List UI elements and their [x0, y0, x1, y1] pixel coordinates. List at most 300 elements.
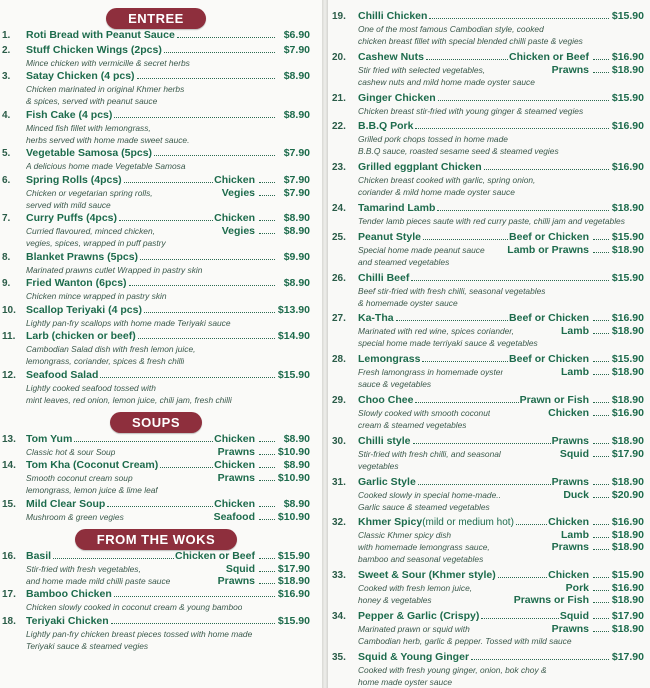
item-price: $16.90: [611, 312, 644, 325]
menu-item: [2, 29, 310, 42]
dot-leader: [129, 285, 275, 286]
item-number: 10.: [2, 304, 16, 316]
item-price: $15.90: [611, 353, 644, 366]
dot-leader: [415, 128, 609, 129]
item-name: Basil: [26, 549, 52, 562]
menu-item: [2, 550, 310, 587]
item-price: $16.90: [611, 516, 644, 529]
item-price: $18.90: [611, 63, 644, 76]
dot-leader: [140, 259, 275, 260]
price-option: Chicken: [214, 432, 255, 445]
menu-item: [2, 251, 310, 276]
item-price: $8.90: [283, 212, 310, 224]
dot-leader: [124, 182, 213, 183]
menu-item-detail-row: [332, 664, 644, 676]
item-name: Ginger Chicken: [358, 91, 436, 104]
menu-item-title-row: [2, 44, 310, 57]
item-description: Curried flavoured, minced chicken,: [26, 226, 155, 236]
item-description: with homemade lemongrass sauce,: [358, 542, 490, 553]
menu-item-detail-row: [2, 160, 310, 172]
price-option: Duck: [563, 488, 589, 501]
item-description: Tender lamb pieces saute with red curry paste, chilli jam and vegetables: [358, 215, 625, 226]
dot-leader: [418, 484, 551, 485]
menu-item-title-row: [332, 610, 644, 623]
item-name: Tom Yum: [26, 432, 73, 445]
item-price: $8.90: [283, 459, 310, 471]
menu-item-title-row: [2, 459, 310, 472]
item-number: 12.: [2, 369, 16, 381]
menu-item-detail-row: [2, 264, 310, 276]
menu-item-detail-row: [332, 448, 644, 460]
dot-leader: [484, 169, 609, 170]
price-option: Prawns: [551, 541, 589, 554]
menu-item-detail-row: [2, 187, 310, 199]
item-price: $15.90: [277, 614, 310, 627]
item-price: $18.90: [611, 434, 644, 447]
dot-leader: [160, 467, 213, 468]
item-price: $18.90: [611, 243, 644, 256]
menu-item-detail-row: [332, 378, 644, 390]
menu-item-title-row: [2, 174, 310, 187]
item-number: 7.: [2, 213, 11, 224]
item-name: Choo Chee: [358, 393, 414, 406]
menu-item: [332, 51, 644, 88]
item-number: 34.: [332, 610, 346, 622]
item-name: Vegetable Samosa (5pcs): [26, 147, 153, 159]
price-option: Vegies: [221, 186, 255, 199]
menu-item-detail-row: [2, 237, 310, 249]
dot-leader: [259, 467, 275, 468]
item-description: Chicken slowly cooked in coconut cream & young bamboo: [26, 602, 243, 612]
price-option: Chicken: [548, 406, 589, 419]
menu-item: [2, 212, 310, 249]
dot-leader: [593, 361, 609, 362]
item-description: Chicken marinated in original Khmer herbs: [26, 84, 185, 94]
item-description: One of the most famous Cambodian style, cooked: [358, 24, 544, 34]
dot-leader: [259, 454, 275, 455]
item-price: $18.90: [611, 594, 644, 607]
item-number: 13.: [2, 433, 16, 445]
item-description: Marinated prawns cutlet Wrapped in pastry skin: [26, 264, 203, 275]
menu-item-detail-row: [332, 529, 644, 541]
menu-item-title-row: [332, 161, 644, 174]
section-header: ENTREE: [106, 8, 206, 29]
menu-item: [2, 433, 310, 458]
menu-item-detail-row: [332, 407, 644, 419]
price-option: Chicken: [548, 516, 589, 529]
menu-item-detail-row: [332, 244, 644, 256]
menu-item: [2, 44, 310, 69]
dot-leader: [498, 577, 547, 578]
item-description: Stir-fried with fresh vegetables,: [26, 563, 141, 574]
dot-leader: [423, 239, 508, 240]
item-price: $13.90: [277, 303, 310, 316]
item-price: $8.90: [283, 70, 310, 82]
item-description: Beef stir-fried with fresh chilli, seasonal vegetables: [358, 285, 546, 296]
item-number: 3.: [2, 71, 11, 82]
item-description: B.B.Q sauce, roasted sesame seed & steamed vegies: [358, 146, 559, 157]
item-number: 17.: [2, 589, 16, 600]
price-option: Beef or Chicken: [509, 230, 589, 243]
price-option: Beef or Chicken: [509, 312, 589, 325]
price-option: Prawns or Fish: [513, 594, 589, 607]
item-price: $9.90: [283, 250, 310, 263]
price-option: Lamb or Prawns: [507, 243, 589, 256]
menu-item: [332, 92, 644, 117]
item-number: 23.: [332, 162, 346, 174]
item-description: Smooth coconut cream soup: [26, 473, 133, 483]
item-name: Cashew Nuts: [358, 50, 424, 63]
item-price: $7.90: [283, 43, 310, 56]
dot-leader: [593, 59, 609, 60]
item-name: Sweet & Sour (Khmer style): [358, 569, 496, 582]
dot-leader: [74, 441, 213, 442]
item-number: 6.: [2, 174, 11, 186]
menu-item-title-row: [2, 588, 310, 601]
menu-item-detail-row: [2, 83, 310, 95]
price-option: Seafood: [213, 510, 255, 523]
menu-item-detail-row: [2, 511, 310, 523]
menu-item-detail-row: [332, 285, 644, 297]
menu-item-detail-row: [332, 186, 644, 198]
item-name: Roti Bread with Peanut Sauce: [26, 29, 175, 41]
menu-item-detail-row: [332, 145, 644, 157]
dot-leader: [259, 182, 275, 183]
item-number: 32.: [332, 517, 346, 529]
price-option: Chicken: [214, 459, 255, 471]
menu-item: [332, 651, 644, 688]
item-price: $18.90: [611, 529, 644, 542]
menu-item-detail-row: [332, 215, 644, 227]
dot-leader: [114, 117, 275, 118]
dot-leader: [593, 374, 609, 375]
price-option: Prawns: [551, 434, 589, 447]
menu-item-detail-row: [332, 35, 644, 47]
item-description: chicken breast fillet with special blended chilli paste & vegies: [358, 36, 583, 46]
menu-item: [332, 161, 644, 198]
dot-leader: [259, 220, 275, 221]
item-number: 24.: [332, 202, 346, 214]
item-number: 30.: [332, 435, 346, 447]
item-price: $10.90: [277, 472, 310, 484]
menu-item: [332, 516, 644, 565]
item-description: Chicken or vegetarian spring rolls,: [26, 187, 153, 198]
item-description: & spices, served with peanut sauce: [26, 96, 158, 106]
dot-leader: [114, 596, 275, 597]
item-description: vegetables: [358, 460, 399, 471]
dot-leader: [593, 252, 609, 253]
dot-leader: [259, 519, 275, 520]
item-number: 8.: [2, 251, 11, 263]
item-price: $16.90: [611, 406, 644, 419]
price-option: Prawns: [551, 475, 589, 488]
item-name: Squid & Young Ginger: [358, 650, 470, 663]
menu-item-title-row: [332, 272, 644, 285]
menu-item-detail-row: [2, 95, 310, 107]
item-name: Seafood Salad: [26, 368, 99, 381]
item-price: $18.90: [611, 325, 644, 338]
menu-item-title-row: [2, 109, 310, 122]
price-option: Squid: [559, 609, 589, 622]
item-number: 18.: [2, 615, 16, 627]
item-description: cream & steamed vegetables: [358, 419, 467, 430]
menu-item-title-row: [332, 10, 644, 23]
menu-item-detail-row: [332, 676, 644, 688]
item-price: $18.90: [611, 475, 644, 488]
menu-item-detail-row: [2, 317, 310, 329]
menu-item-detail-row: [332, 23, 644, 35]
item-price: $8.90: [283, 277, 310, 289]
item-price: $17.90: [611, 609, 644, 622]
menu-item-title-row: [2, 147, 310, 160]
item-description: Chicken mince wrapped in pastry skin: [26, 291, 167, 301]
item-description: Classic Khmer spicy dish: [358, 530, 452, 541]
dot-leader: [144, 312, 275, 313]
menu-item-title-row: [332, 202, 644, 215]
item-description: coriander & mild home made oyster sauce: [358, 187, 515, 198]
price-option: Chicken or Beef: [509, 50, 589, 63]
menu-item-detail-row: [332, 489, 644, 501]
menu-item-title-row: [332, 92, 644, 105]
item-number: 35.: [332, 651, 346, 663]
menu-item-detail-row: [332, 64, 644, 76]
menu-item-detail-row: [332, 76, 644, 88]
menu-item: [332, 231, 644, 268]
dot-leader: [138, 338, 275, 339]
menu-item-title-row: [332, 51, 644, 64]
dot-leader: [437, 210, 609, 211]
item-price: $15.90: [611, 569, 644, 582]
item-description: cashew nuts and mild home made oyster sauce: [358, 76, 535, 87]
item-description: Marinated prawn or squid with: [358, 623, 470, 634]
price-option: Beef or Chicken: [509, 353, 589, 366]
item-price: $16.90: [611, 582, 644, 595]
menu-item-detail-row: [332, 635, 644, 647]
item-name: Tom Kha (Coconut Cream): [26, 459, 159, 471]
dot-leader: [593, 618, 609, 619]
menu-item-detail-row: [2, 628, 310, 640]
menu-item-detail-row: [2, 290, 310, 302]
item-price: $16.90: [611, 161, 644, 174]
price-option: Prawns: [217, 472, 255, 484]
item-number: 20.: [332, 51, 346, 63]
item-price: $17.90: [611, 650, 644, 663]
price-option: Chicken or Beef: [175, 549, 255, 562]
menu-item: [2, 615, 310, 652]
menu-item-detail-row: [332, 419, 644, 431]
item-number: 4.: [2, 109, 11, 121]
item-price: $15.90: [277, 368, 310, 381]
item-description: Marinated with red wine, spices coriander,: [358, 326, 514, 337]
item-description: Stir fried with selected vegetables,: [358, 64, 486, 75]
item-name: Peanut Style: [358, 230, 422, 243]
dot-leader: [137, 78, 275, 79]
menu-item-detail-row: [332, 325, 644, 337]
menu-item: [2, 330, 310, 367]
menu-item: [332, 569, 644, 606]
item-price: $14.90: [277, 330, 310, 342]
menu-item: [332, 353, 644, 390]
menu-item-detail-row: [2, 640, 310, 652]
dot-leader: [516, 524, 547, 525]
item-description: Cooked with fresh lemon juice,: [358, 583, 473, 594]
item-description: Chicken breast cooked with garlic, spring onion,: [358, 175, 536, 186]
item-name: Garlic Style: [358, 475, 416, 488]
menu-section: [2, 412, 310, 523]
menu-item-title-row: [332, 651, 644, 664]
menu-item-detail-row: [332, 105, 644, 117]
menu-item-detail-row: [332, 541, 644, 553]
dot-leader: [259, 480, 275, 481]
item-price: $8.90: [283, 225, 310, 237]
item-name: Larb (chicken or beef): [26, 330, 136, 342]
price-option: Squid: [225, 562, 255, 575]
menu-item-detail-row: [2, 134, 310, 146]
menu-item-title-row: [2, 251, 310, 264]
item-price: $8.90: [283, 432, 310, 445]
dot-leader: [593, 484, 609, 485]
menu-item: [332, 476, 644, 513]
dot-leader: [259, 506, 275, 507]
item-price: $20.90: [611, 488, 644, 501]
menu-item-detail-row: [2, 601, 310, 613]
menu-item: [2, 70, 310, 107]
menu-item-title-row: [332, 120, 644, 133]
dot-leader: [593, 549, 609, 550]
dot-leader: [593, 333, 609, 334]
dot-leader: [100, 377, 275, 378]
dot-leader: [259, 441, 275, 442]
item-price: $16.90: [611, 50, 644, 63]
item-name: Scallop Teriyaki (4 pcs): [26, 303, 142, 316]
menu-item-title-row: [2, 433, 310, 446]
menu-item-detail-row: [332, 297, 644, 309]
menu-item-title-row: [332, 231, 644, 244]
menu-item: [2, 109, 310, 146]
item-description: Minced fish fillet with lemongrass,: [26, 122, 151, 133]
item-name: Fried Wanton (6pcs): [26, 277, 127, 289]
item-price: $8.90: [283, 497, 310, 510]
menu-item-detail-row: [332, 366, 644, 378]
menu-item-title-row: [332, 516, 644, 529]
menu-item-title-row: [332, 394, 644, 407]
menu-item: [332, 10, 644, 47]
item-price: $16.90: [277, 588, 310, 600]
item-price: $18.90: [611, 541, 644, 554]
section-header: SOUPS: [110, 412, 202, 433]
menu-item: [2, 498, 310, 523]
item-description: Lightly cooked seafood tossed with: [26, 382, 156, 393]
item-number: 19.: [332, 11, 346, 22]
menu-item: [332, 312, 644, 349]
item-name: Teriyaki Chicken: [26, 614, 109, 627]
item-number: 11.: [2, 331, 16, 342]
menu-item: [332, 272, 644, 309]
dot-leader: [259, 583, 275, 584]
item-description: Cambodian herb, garlic & pepper. Tossed with mild sauce: [358, 635, 572, 646]
dot-leader: [438, 100, 609, 101]
menu-item-detail-row: [2, 446, 310, 458]
item-name: Chilli Chicken: [358, 10, 428, 22]
item-price: $17.90: [277, 562, 310, 575]
menu-item-detail-row: [332, 582, 644, 594]
item-number: 22.: [332, 121, 346, 133]
menu-item-detail-row: [2, 484, 310, 496]
menu-item-title-row: [332, 569, 644, 582]
dot-leader: [415, 402, 518, 403]
menu-item: [2, 459, 310, 496]
menu-column-right: [328, 0, 650, 688]
menu-item-detail-row: [2, 394, 310, 406]
menu-item: [332, 394, 644, 431]
item-price: $17.90: [611, 447, 644, 460]
item-name: Grilled eggplant Chicken: [358, 161, 482, 174]
item-name: Bamboo Chicken: [26, 588, 112, 600]
dot-leader: [259, 195, 275, 196]
item-description: sauce & vegetables: [358, 379, 432, 390]
item-name: Tamarind Lamb: [358, 201, 436, 214]
menu-item-detail-row: [2, 355, 310, 367]
item-number: 27.: [332, 313, 346, 325]
item-name: Chilli Beef: [358, 271, 410, 284]
item-price: $10.90: [277, 445, 310, 458]
menu-item-title-row: [2, 615, 310, 628]
price-option: Prawns: [551, 622, 589, 635]
item-price: $7.90: [283, 147, 310, 159]
dot-leader: [164, 52, 275, 53]
menu-section: [2, 529, 310, 652]
item-description: Grilled pork chops tossed in home made: [358, 134, 508, 145]
menu-section: [332, 10, 644, 688]
item-description: Lightly pan-fry chicken breast pieces tossed with home made: [26, 628, 253, 639]
dot-leader: [119, 220, 213, 221]
dot-leader: [593, 524, 609, 525]
menu-item-title-row: [332, 476, 644, 489]
menu-item-title-row: [2, 550, 310, 563]
item-price: $15.90: [611, 230, 644, 243]
menu-item: [2, 277, 310, 302]
item-price: $18.90: [611, 622, 644, 635]
item-description: Mince chicken with vermicille & secret herbs: [26, 57, 190, 68]
price-option: Chicken: [214, 212, 255, 224]
item-name: Stuff Chicken Wings (2pcs): [26, 43, 162, 56]
price-option: Chicken: [214, 497, 255, 510]
menu-item-title-row: [332, 353, 644, 366]
dot-leader: [259, 558, 275, 559]
menu-item-title-row: [2, 212, 310, 225]
item-description: Teriyaki sauce & steamed vegies: [26, 640, 149, 651]
menu-item-detail-row: [332, 174, 644, 186]
price-option: Chicken: [214, 173, 255, 186]
item-description: Cooked slowly in special home-made..: [358, 489, 501, 500]
item-number: 5.: [2, 148, 11, 159]
section-header: FROM THE WOKS: [75, 529, 237, 550]
dot-leader: [259, 233, 275, 234]
menu-item: [332, 202, 644, 227]
item-number: 16.: [2, 550, 16, 562]
menu-item-detail-row: [2, 343, 310, 355]
item-description: served with mild sauce: [26, 199, 111, 210]
item-number: 14.: [2, 460, 16, 471]
menu-column-left: [0, 0, 322, 688]
item-price: $18.90: [611, 393, 644, 406]
menu-item: [332, 435, 644, 472]
menu-item: [332, 120, 644, 157]
item-name-note: (mild or medium hot): [422, 517, 514, 529]
dot-leader: [593, 239, 609, 240]
item-price: $18.90: [277, 574, 310, 587]
dot-leader: [593, 402, 609, 403]
